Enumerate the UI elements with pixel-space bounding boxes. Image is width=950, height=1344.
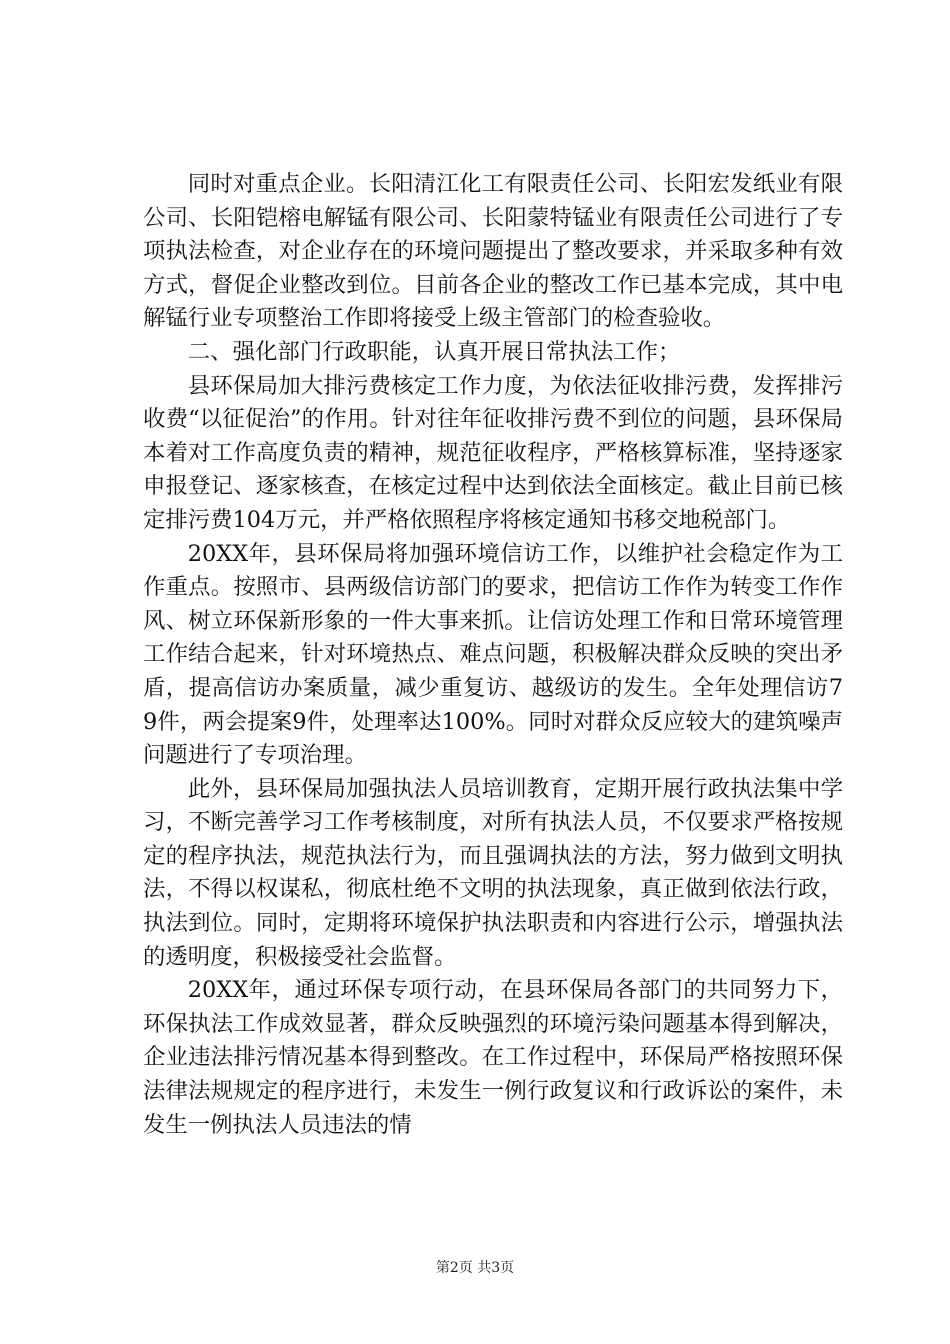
paragraph-key-enterprises: 同时对重点企业。长阳清江化工有限责任公司、长阳宏发纸业有限公司、长阳铠榕电解锰有限公司、长阳蒙特锰业有限责任公司进行了专项执法检查，对企业存在的环境问题提出了整改要求，并采取多种有效方式，督促企业整改到位。目前各企业的整改工作已基本完成，其中电解锰行业专项整治工作即将接受上级主管部门的检查验收。 bbox=[143, 171, 843, 332]
document-body bbox=[143, 168, 843, 1142]
paragraph-annual-results: 20XX年，通过环保专项行动，在县环保局各部门的共同努力下，环保执法工作成效显著，群众反映强烈的环境污染问题基本得到解决，企业违法排污情况基本得到整改。在工作过程中，环保局严格按照环保法律法规规定的程序进行，未发生一例行政复议和行政诉讼的案件，未发生一例执法人员违法的情 bbox=[143, 977, 843, 1138]
page-number: 第2页 共3页 bbox=[435, 1260, 515, 1276]
page-footer bbox=[0, 1258, 950, 1278]
paragraph-staff-training: 此外，县环保局加强执法人员培训教育，定期开展行政执法集中学习，不断完善学习工作考核制度，对所有执法人员，不仅要求严格按规定的程序执法，规范执法行为，而且强调执法的方法，努力做到文明执法，不得以权谋私，彻底杜绝不文明的执法现象，真正做到依法行政，执法到位。同时，定期将环境保护执法职责和内容进行公示，增强执法的透明度，积极接受社会监督。 bbox=[143, 775, 843, 970]
paragraph-pollution-fees: 县环保局加大排污费核定工作力度，为依法征收排污费，发挥排污收费“以征促治”的作用。针对往年征收排污费不到位的问题，县环保局本着对工作高度负责的精神，规范征收程序，严格核算标准，坚持逐家申报登记、逐家核查，在核定过程中达到依法全面核定。截止目前已核定排污费104万元，并严格依照程序将核定通知书移交地税部门。 bbox=[143, 372, 843, 533]
section-heading-routine-enforcement: 二、强化部门行政职能，认真开展日常执法工作； bbox=[187, 338, 681, 365]
paragraph-petition-work: 20XX年，县环保局将加强环境信访工作，以维护社会稳定作为工作重点。按照市、县两级信访部门的要求，把信访工作作为转变工作作风、树立环保新形象的一件大事来抓。让信访处理工作和日常环境管理工作结合起来，针对环境热点、难点问题，积极解决群众反映的突出矛盾，提高信访办案质量，减少重复访、越级访的发生。全年处理信访79件，两会提案9件，处理率达100%。同时对群众反应较大的建筑噪声问题进行了专项治理。 bbox=[143, 540, 843, 769]
